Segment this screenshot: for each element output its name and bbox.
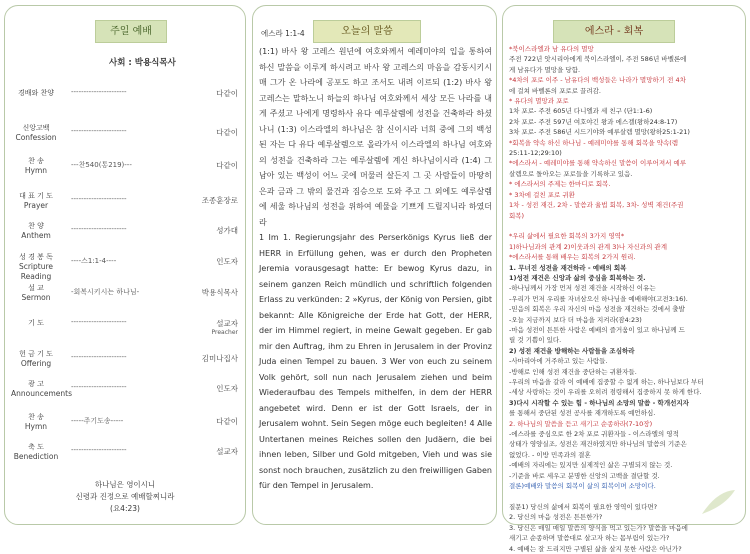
row-person: [182, 416, 238, 427]
row-detail: ----------------------: [71, 383, 127, 391]
note-line: *4차의 포로 이주 - 남유다의 백성들은 나라가 멸망하기 전 4차: [509, 76, 686, 85]
note-line: * 유다의 멸망과 포로: [509, 97, 569, 106]
sermon-notes-panel: [502, 5, 746, 553]
row-detail: ----------------------: [71, 88, 127, 96]
note-line: 없었다. - 이방 민족과의 결혼: [509, 450, 591, 459]
closing-line-2: 신령과 진정으로 예배할찌니라: [75, 492, 175, 501]
row-label-ko: 신앙고백: [22, 124, 50, 132]
row-person-name: 성가대: [216, 226, 238, 235]
row-detail: ----------------------: [71, 318, 127, 326]
note-line: 1)하나님과의 관계 2)이웃과의 관계 3)나 자신과의 관계: [509, 242, 667, 251]
note-line: 회복): [509, 211, 525, 220]
row-person-name: 인도자: [216, 384, 238, 393]
row-detail: ----------------------: [71, 127, 127, 135]
scripture-korean: (1:1) 바사 왕 고레스 원년에 여호와께서 예레미야의 입을 통하여 하신 말씀을 이루게 하시려고 바사 왕 고레스의 마음을 감동시키시매 그가 온 나라에 공포도 하고 조서도 내려 이르되 (1:2) 바사 왕 고레스는 말하노니 하늘의 하나님 여호와께서 세상 모든 나라를 내게 주셨고 나에게 명령하사 유다 예루살렘에 성전을 건축하라 하셨나니 (1:3) 이스라엘의 하나님은 참 신이시라 너희 중에 그의 백성 된 자는 다 유다 예루살렘으로 올라가서 이스라엘의 하나님 여호와의 성전을 건축하라 그는 예루살렘에 계신 하나님이시라 (1:4) 그 남아 있는 백성이 어느 곳에 머물러 살든지 그 곳 사람들이 마땅히 은과 금과 그 밖의 물건과 짐승으로 도와 주고 그 외에도 예루살렘에 세울 하나님의 성전을 위하여 예물을 기쁘게 드릴지니라 하였더라: [259, 47, 492, 227]
row-label-ko: 축 도: [28, 443, 44, 451]
note-line: 3)다시 시작할 수 있는 힘 - 하나님의 소망의 말씀 - 학개선지자: [509, 398, 689, 407]
row-label-en: Hymn: [24, 422, 48, 431]
row-label-ko: 광 고: [28, 380, 44, 388]
row-person: [182, 446, 238, 457]
row-label: [11, 252, 61, 282]
closing-verse: [45, 479, 205, 515]
row-person-name: 다같이: [216, 417, 238, 426]
row-person: [182, 195, 238, 206]
row-person-name: 다같이: [216, 89, 238, 98]
note-line: 2. 당신의 마음 성전은 튼튼한가?: [509, 513, 603, 522]
row-label-en: Confession: [15, 133, 57, 142]
note-line: 2. 하나님의 말씀을 듣고 새기고 순종하라(7-10장): [509, 419, 653, 428]
note-line: 결론)예배와 말씀의 회복이 삶의 회복이며 소망이다.: [509, 482, 656, 491]
row-person-name: 인도자: [216, 257, 238, 266]
note-line: -우리가 먼저 우리를 자녀삼으신 하나님을 예배해야(고전3:16).: [509, 294, 688, 303]
note-line: [509, 221, 741, 231]
row-label-en: Scripture Reading: [18, 262, 54, 281]
panel-title: 에스라 - 회복: [553, 20, 675, 43]
row-person-name: 설교자: [216, 447, 238, 456]
note-line: 주전 722년 앗시리아에게 북이스라엘이, 주전 586년 바벨론에: [509, 55, 687, 64]
row-label-ko: 경배와 찬양: [17, 89, 55, 97]
note-line: -예배의 자리에는 있지만 실제적인 삶은 구별되지 않는 것.: [509, 461, 673, 470]
note-line: -사마리아에 거주하고 있는 사람들.: [509, 357, 608, 366]
note-line: -방해로 인해 성전 재건을 중단하는 귀환자들.: [509, 367, 637, 376]
row-detail: ----------------------: [71, 353, 127, 361]
note-line: 1차 포로- 주전 605년 다니엘과 세 친구 (단1:1-6): [509, 107, 653, 116]
note-line: -에스라를 중심으로 한 2차 포로 귀환자들 - 이스라엘의 영적: [509, 430, 679, 439]
note-line: -세상 사랑하는 것이 우리를 오히려 점령해서 집중하지 못 하게 한다.: [509, 388, 702, 397]
panel-title: 오늘의 말씀: [313, 20, 421, 43]
row-person-name: 김미나집사: [201, 354, 238, 363]
note-line: -믿음의 회복은 우리 자신의 마음 성전을 재건하는 것에서 출발: [509, 305, 685, 314]
leaf-decoration-icon: [697, 486, 737, 516]
row-detail: ----------------------: [71, 446, 127, 454]
row-person: [182, 287, 238, 298]
closing-ref: (요4:23): [110, 504, 140, 513]
row-person-name: 설교자: [216, 319, 238, 328]
row-person: [182, 127, 238, 138]
row-label-en: Offering: [20, 359, 52, 368]
row-label: [11, 318, 61, 328]
sermon-notes: [509, 44, 741, 554]
note-line: *회복을 약속 하신 하나님 - 예레미야를 통해 회복을 약속(렘: [509, 138, 679, 147]
row-label-en: Sermon: [21, 293, 51, 302]
scripture-panel: [252, 5, 497, 525]
note-line: 릴 것 기쁨이 있다.: [509, 336, 562, 345]
row-label-ko: 찬 송: [28, 413, 44, 421]
note-line: * 에스라서의 주제는 한마디로 회복.: [509, 180, 611, 189]
row-label-en: Hymn: [24, 166, 48, 175]
note-line: 1차 - 성전 재건, 2차 - 말씀과 율법 회복, 3차- 성벽 재건(주권: [509, 201, 684, 210]
row-person: [182, 256, 238, 267]
row-detail: ----스1:1-4----: [71, 257, 117, 265]
note-line: -마음 성전이 튼튼한 사람은 예배의 즐거움이 있고 하나님께 드: [509, 325, 685, 334]
scripture-ref: 에스라 1:1-4: [261, 29, 305, 38]
row-detail: ----------------------: [71, 195, 127, 203]
row-label-ko: 대 표 기 도: [19, 192, 53, 200]
row-detail: ----------------------: [71, 225, 127, 233]
scripture-text: [259, 44, 492, 494]
row-label-en: Benediction: [13, 452, 59, 461]
note-line: 3차 포로- 주전 586년 시드기야와 예루살렘 멸망(왕하25:1-21): [509, 128, 690, 137]
note-line: 에 걸쳐 바벨론의 포로로 끌려감.: [509, 86, 601, 95]
row-person-en: Preacher: [211, 329, 238, 336]
row-label-ko: 헌 금 기 도: [19, 350, 53, 358]
row-label: [11, 88, 61, 98]
note-line: 4. 예배는 잘 드리지만 구별된 삶을 살지 못한 사람은 아닌가?: [509, 544, 682, 553]
note-line: 25:11-12;29:10): [509, 149, 562, 158]
row-person-name: 다같이: [216, 161, 238, 170]
note-line: 상태가 영양실조, 성전은 재건하였지만 하나님의 말씀의 기준은: [509, 440, 687, 449]
note-line: 질문1) 당신의 삶에서 회복이 필요한 영역이 있다면?: [509, 502, 658, 511]
row-person-name: 조종훈장로: [201, 196, 238, 205]
worship-order-panel: [4, 5, 246, 525]
row-person: [182, 353, 238, 364]
row-label: [11, 283, 61, 303]
note-line: 3. 당신은 매일 매일 말씀의 양식을 먹고 있는가? 말씀을 마음에: [509, 523, 688, 532]
panel-title: 주일 예배: [95, 20, 167, 43]
row-person: [182, 160, 238, 171]
row-label-ko: 찬 송: [28, 157, 44, 165]
scripture-german: 1 Im 1. Regierungsjahr des Perserkönigs Kyrus ließ der HERR in Erfüllung gehen, was er durch den Propheten Jeremia vorausgesagt hatte: Er bewog Kyrus dazu, in seinem ganzen Reich mündlich und schriftlich folgenden Erlass zu verkünden: 2 »Kyrus, der König von Persien, gibt bekannt: Alle Königreiche der Erde hat Gott, der HERR, der im Himmel regiert, in meine Gewalt gegeben. Er gab mir den Auftrag, ihm zu Ehren in Jerusalem in der Provinz Juda einen Tempel zu bauen. 3 Wer von euch zu seinem Volk gehört, soll nun nach Jerusalem ziehen und beim Wiederaufbau des Tempels mithelfen, in dem der HERR angebetet wird. Denn er ist der Gott Israels, der in Jerusalem wohnt. Sein Segen möge euch begleiten! 4 Alle Untertanen meines Reiches sollen den Judäern, die bei ihnen leben, Silber und Gold mitgeben, Vieh und was sie sonst noch brauchen, zusätzlich zu den freiwilligen Gaben für den Tempel in Jerusalem.: [259, 233, 492, 490]
row-label: [11, 191, 61, 211]
note-line: -기준을 바로 세우고 분명한 신앙의 고백을 결단할 것.: [509, 471, 660, 480]
note-line: 1)성전 재건은 신앙과 삶의 중심을 회복하는 것.: [509, 273, 646, 282]
row-label-en: Prayer: [23, 201, 49, 210]
note-line: -오늘 지금까지 보다 더 마음을 지켜라(잠4:23): [509, 315, 642, 324]
row-person: [182, 383, 238, 394]
row-label: [11, 349, 61, 369]
note-line: 살렘으로 돌아오는 포로들을 기록하고 있음.: [509, 169, 633, 178]
note-line: -우리의 마음을 갈라 이 예배에 집중할 수 없게 하는, 하나님보다 부터: [509, 378, 704, 386]
note-line: *우리 삶에서 필요한 회복의 3가지 영역*: [509, 232, 625, 241]
moderator: 사회 : 박용식목사: [109, 58, 176, 68]
closing-line-1: 하나님은 영이시니: [94, 480, 156, 489]
note-line: *북이스라엘과 남 유다의 멸망: [509, 45, 594, 53]
row-label: [11, 412, 61, 432]
row-detail: -회복시키시는 하나님-: [71, 288, 140, 296]
note-line: 2) 성전 재건을 방해하는 사람들을 조심하라: [509, 346, 635, 355]
row-person: [182, 318, 238, 336]
note-line: *에스라서를 통해 배우는 회복의 2가지 원리.: [509, 253, 636, 262]
note-line: 2차 포로- 주전 597년 여호야긴 왕과 에스겔(왕하24:8-17): [509, 117, 678, 126]
note-line: 1. 무너진 성전을 재건하라 - 예배의 회복: [509, 263, 627, 272]
row-person-name: 박용식목사: [201, 288, 238, 297]
row-label-en: Anthem: [21, 231, 51, 240]
note-line: -하나님께서 가장 먼저 성전 재건을 시작하신 이유는: [509, 284, 656, 293]
note-line: 새기고 순종하며 말씀대로 살고자 하는 몸부림이 있는가?: [509, 534, 670, 543]
row-label: [11, 156, 61, 176]
row-detail: -----주기도송-----: [71, 417, 124, 425]
note-line: * 3차에 걸친 포로 귀환: [509, 190, 575, 199]
row-label-ko: 성 경 봉 독: [19, 253, 53, 261]
row-label: [11, 442, 61, 462]
row-detail: ---찬540(통219)---: [71, 161, 132, 169]
row-label: [11, 221, 61, 241]
row-label-ko: 설 교: [28, 284, 44, 292]
row-label-en: Announcements: [11, 389, 72, 398]
row-person: [182, 225, 238, 236]
row-label: [11, 379, 72, 399]
row-person-name: 다같이: [216, 128, 238, 137]
row-label: [11, 123, 61, 143]
row-label-ko: 기 도: [28, 319, 44, 327]
note-line: 게 남유다가 멸망을 당함.: [509, 65, 581, 74]
row-label-ko: 찬 양: [28, 222, 44, 230]
row-person: [182, 88, 238, 99]
note-line: 를 통해서 중단된 성전 공사를 재개하도록 예언하심.: [509, 409, 656, 418]
note-line: *에스라서 - 예레미야를 통해 약속하신 말씀이 이루어져서 예루: [509, 159, 687, 168]
